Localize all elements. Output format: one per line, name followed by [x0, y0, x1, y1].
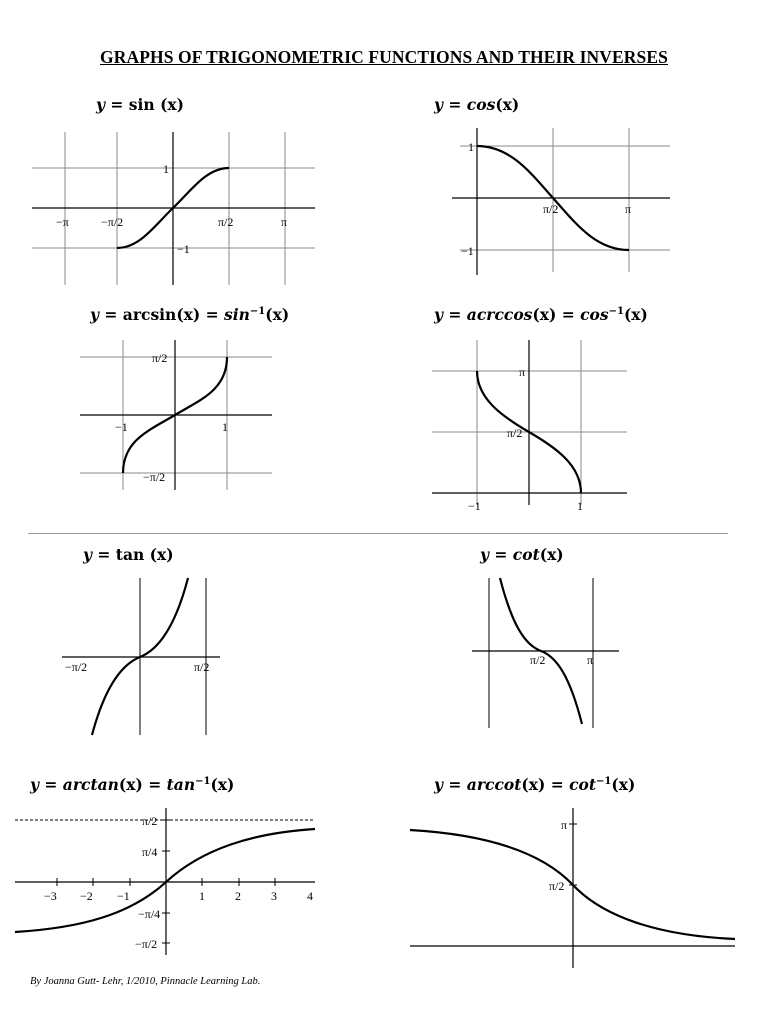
graph-arctan-tick-half-pi: π/2 [142, 814, 158, 828]
page-title: GRAPHS OF TRIGONOMETRIC FUNCTIONS AND THEIR INVERSES [100, 47, 668, 67]
graph-arccos-tick-neg-one: −1 [468, 499, 481, 513]
graph-arctan-tick-quarter-pi: π/4 [142, 845, 158, 859]
equation-cos: y = cos(x) [434, 95, 520, 114]
graph-arctan-tick-p1: 1 [199, 889, 205, 903]
equation-sin: y = sin (x) [96, 95, 184, 114]
equation-tan: y = tan (x) [83, 545, 174, 564]
graph-arctan-tick-p2: 2 [235, 889, 241, 903]
equation-arccot: $y = arccot(x) = \cot^{-1}(x)$ [434, 775, 636, 794]
graph-cos-tick-one: 1 [468, 140, 474, 154]
graph-tan-tick-half-pi: π/2 [194, 660, 210, 674]
graph-cos-tick-pi: π [625, 202, 632, 216]
graph-sin-tick-half-pi: π/2 [218, 215, 234, 229]
graph-tan-tick-neg-half-pi: −π/2 [65, 660, 88, 674]
graph-arcsin-tick-neg-half-pi: −π/2 [143, 470, 166, 484]
graph-cot-tick-pi: π [587, 653, 594, 667]
graph-arccos-tick-pi: π [519, 365, 526, 379]
graph-arctan-tick-p3: 3 [271, 889, 277, 903]
equation-cot: y = cot(x) [480, 545, 564, 564]
graph-sin-tick-one: 1 [163, 162, 169, 176]
graph-arccot-tick-pi: π [561, 818, 568, 832]
graph-arctan-tick-neg-quarter-pi: −π/4 [138, 907, 161, 921]
graph-cos-tick-half-pi: π/2 [543, 202, 559, 216]
graph-arccot-tick-half-pi: π/2 [549, 879, 565, 893]
graph-arctan-tick-p4: 4 [307, 889, 313, 903]
graph-arctan-tick-m2: −2 [80, 889, 93, 903]
graph-sin-tick-pi: π [281, 215, 288, 229]
graph-arcsin-tick-one: 1 [222, 420, 228, 434]
graph-sin-tick-neg-one: −1 [177, 242, 190, 256]
footer-credit: By Joanna Gutt- Lehr, 1/2010, Pinnacle Learning Lab. [30, 976, 261, 987]
graph-arcsin-tick-neg-one: −1 [115, 420, 128, 434]
equation-arctan: $y = \arctan(x) = \tan^{-1}(x)$ [30, 775, 235, 794]
equation-arcsin: $y = \arcsin(x) = \sin^{-1}(x)$ [90, 305, 290, 324]
graph-arctan-tick-m1: −1 [117, 889, 130, 903]
graph-arcsin-tick-half-pi: π/2 [152, 351, 168, 365]
graph-arctan-tick-m3: −3 [44, 889, 57, 903]
graph-arccos-tick-half-pi: π/2 [507, 426, 523, 440]
graph-arctan-tick-neg-half-pi: −π/2 [135, 937, 158, 951]
graph-arccos-tick-one: 1 [577, 499, 583, 513]
graph-arccot-axes [410, 808, 735, 968]
equation-arccos: y = acrccos(x) = $\cos^{-1}(x)$ [434, 305, 648, 324]
graph-sin-tick-neg-half-pi: −π/2 [101, 215, 124, 229]
graph-sin-tick-neg-pi: −π [56, 215, 69, 229]
graph-cos-tick-neg-one: −1 [461, 244, 474, 258]
graph-cot-tick-half-pi: π/2 [530, 653, 546, 667]
